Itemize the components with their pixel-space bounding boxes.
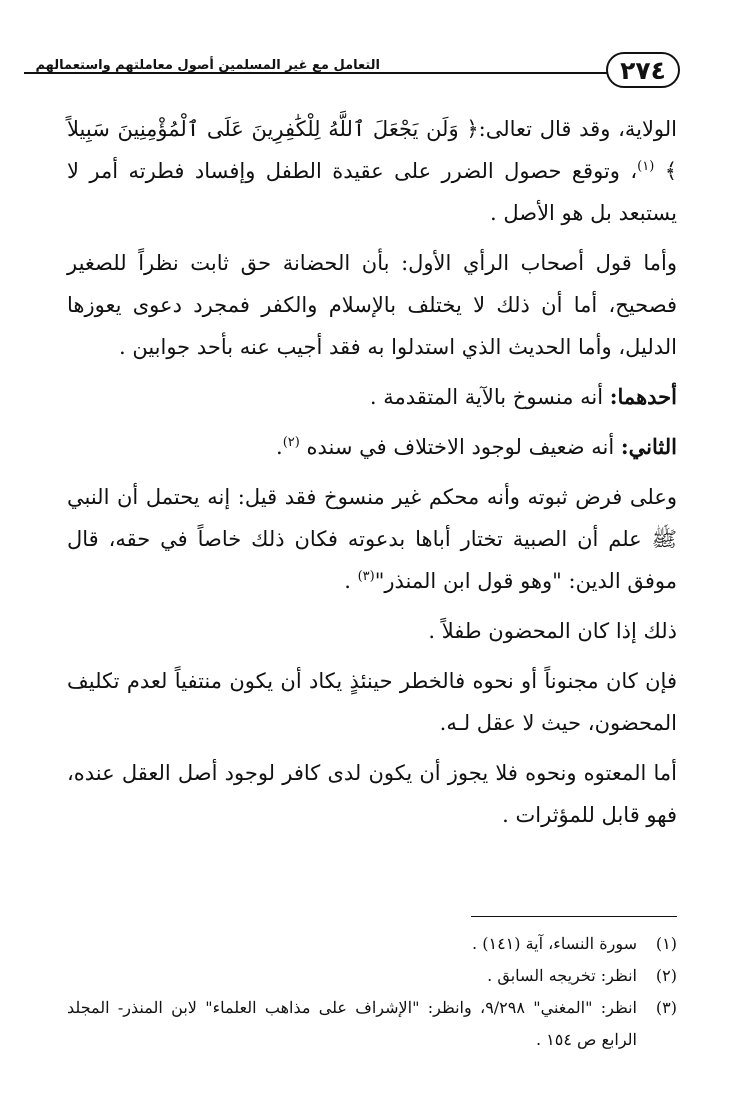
footnote-text: سورة النساء، آية (١٤١) . [472, 934, 637, 953]
footnote-ref-2[interactable]: (٢) [282, 435, 300, 450]
paragraph-text: . [344, 569, 358, 593]
paragraph-text: فإن كان مجنوناً أو نحوه فالخطر حينئذٍ يكاد أن يكون منتفياً لعدم تكليف المحضون، حيث لا عقل لـه. [67, 669, 677, 735]
footnote-rule [471, 916, 677, 917]
paragraph-text: أنه منسوخ بالآية المتقدمة . [369, 385, 610, 409]
footnote-item [67, 960, 677, 992]
footnote-number: (٣) [655, 998, 677, 1017]
page-header [24, 52, 680, 92]
paragraph-5 [67, 476, 677, 602]
paragraph-4 [67, 426, 677, 468]
point-label: الثاني: [620, 434, 677, 459]
footnote-number: (١) [655, 934, 677, 953]
paragraph-3 [67, 376, 677, 418]
footnote-ref-3[interactable]: (٣) [357, 569, 375, 584]
quran-verse: ﴿ وَلَن يَجْعَلَ ٱللَّهُ لِلْكَٰفِرِينَ عَلَى ٱلْمُؤْمِنِينَ سَبِيلاً ﴾ [67, 117, 678, 183]
paragraph-text: أنه ضعيف لوجود الاختلاف في سنده [306, 435, 621, 459]
footnote-item [67, 992, 677, 1056]
page-number: ٢٧٤ [606, 52, 680, 88]
footnotes [67, 928, 677, 1056]
paragraph-8 [67, 752, 677, 836]
footnote-ref-1[interactable]: (١) [637, 159, 655, 174]
paragraph-text: ذلك إذا كان المحضون طفلاً . [428, 619, 677, 643]
footnote-item [67, 928, 677, 960]
footnote-text: انظر: "المغني" ٩/٢٩٨، وانظر: "الإشراف على مذاهب العلماء" لابن المنذر- المجلد الرابع ص ١٥٤ . [67, 998, 637, 1049]
paragraph-2 [67, 242, 677, 368]
footnote-text: انظر: تخريجه السابق . [487, 966, 637, 985]
paragraph-text: أما المعتوه ونحوه فلا يجوز أن يكون لدى كافر لوجود أصل العقل عنده، فهو قابل للمؤثرات . [67, 761, 677, 827]
body-text [67, 108, 677, 844]
paragraph-6 [67, 610, 677, 652]
point-label: أحدهما: [609, 384, 677, 409]
paragraph-1 [67, 108, 677, 234]
paragraph-text: الولاية، وقد قال تعالى: [478, 117, 678, 141]
footnote-number: (٢) [655, 966, 677, 985]
paragraph-7 [67, 660, 677, 744]
paragraph-text: وعلى فرض ثبوته وأنه محكم غير منسوخ فقد قيل: إنه يحتمل أن النبي ﷺ علم أن الصبية تختار أباها بدعوته فكان ذلك خاصاً في حقه، قال موفق الدين: "وهو قول ابن المنذر" [67, 485, 677, 593]
running-title: التعامل مع غير المسلمين أصول معاملتهم واستعمالهم [35, 58, 380, 73]
paragraph-text: وأما قول أصحاب الرأي الأول: بأن الحضانة حق ثابت نظراً للصغير فصحيح، أما أن ذلك لا يختلف بالإسلام والكفر فمجرد دعوى يعوزها الدليل، وأما الحديث الذي استدلوا به فقد أجيب عنه بأحد جوابين . [67, 251, 677, 359]
paragraph-text: . [276, 435, 283, 459]
paragraph-text: ، وتوقع حصول الضرر على عقيدة الطفل وإفساد فطرته أمر لا يستبعد بل هو الأصل . [67, 159, 677, 225]
